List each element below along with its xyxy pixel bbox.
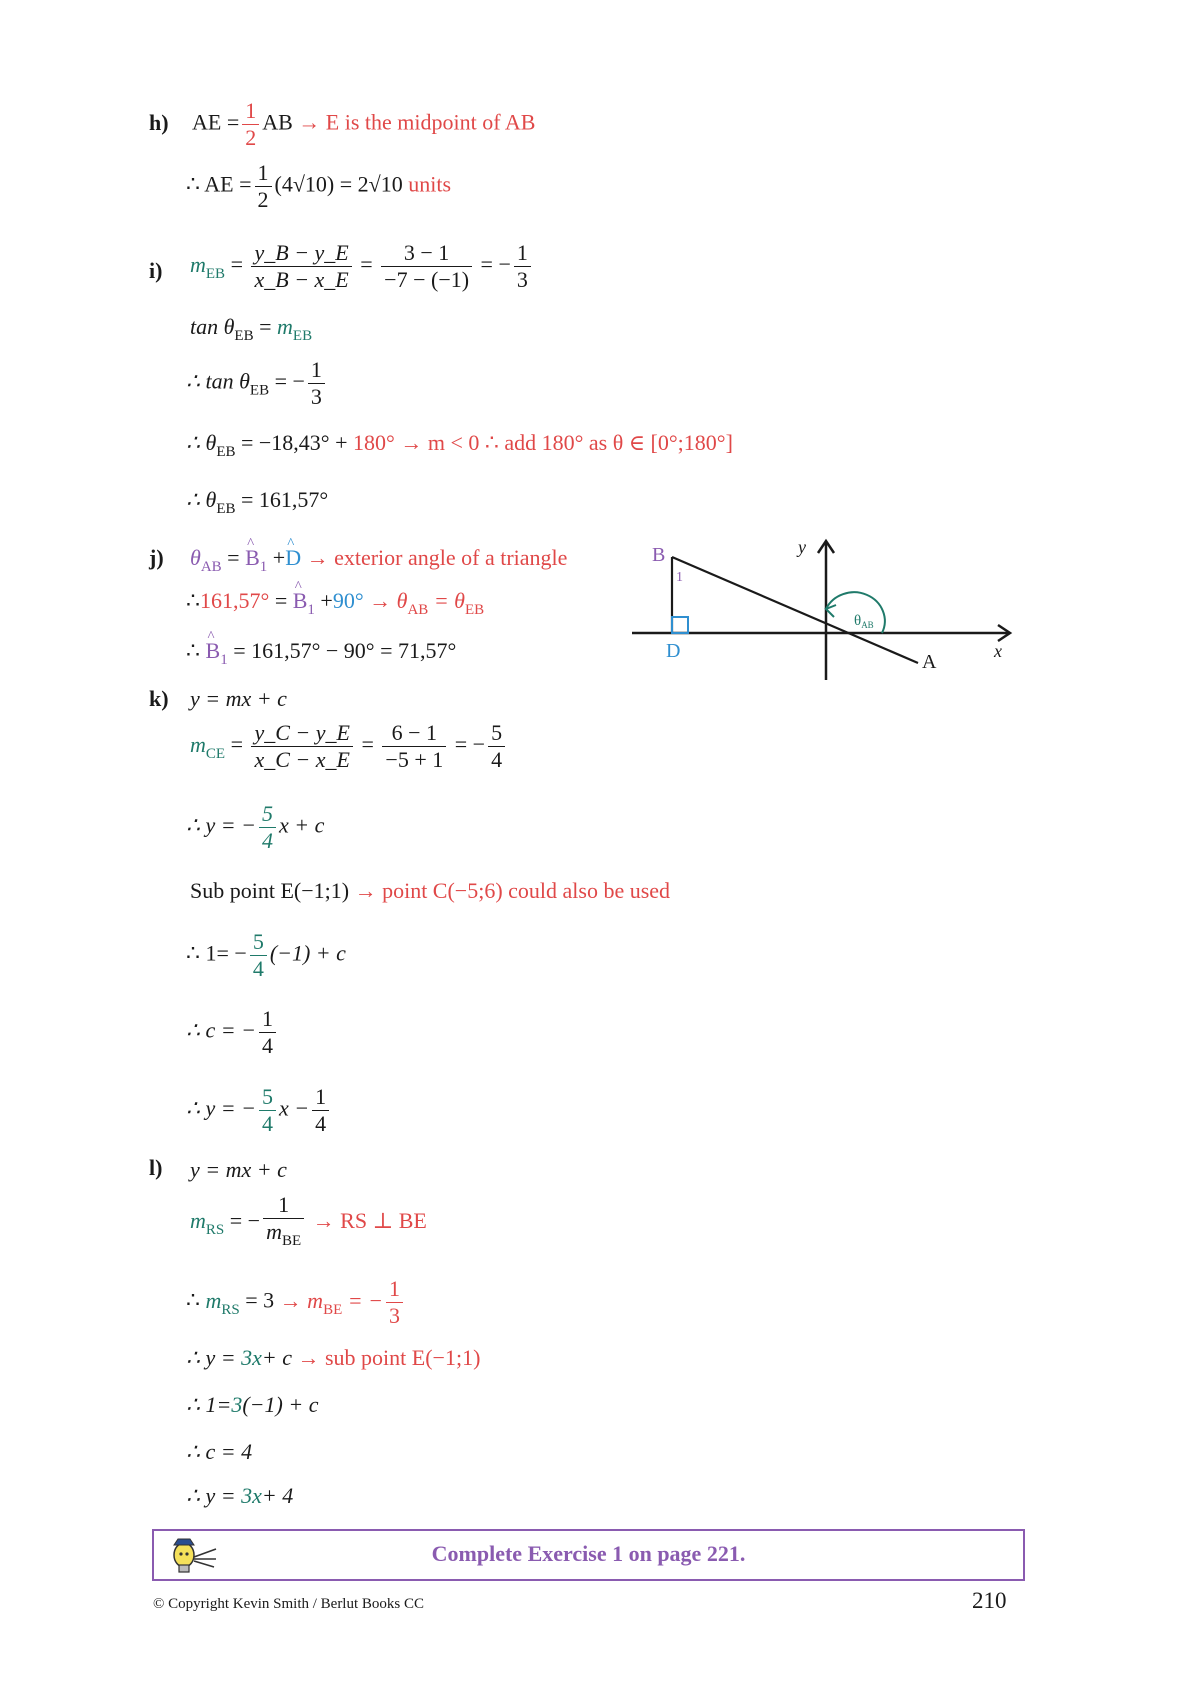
diagram-x: x <box>994 641 1002 661</box>
h-frac-num: 1 <box>245 98 257 123</box>
l-line-7 <box>186 1483 293 1509</box>
l-l3-note: → $m_{BE}$ = − <box>279 1287 383 1318</box>
i-eq-2: = <box>360 251 373 277</box>
l-gradient-line <box>190 1192 427 1254</box>
i-tan2-line <box>186 357 328 410</box>
i-tan2-pre: ∴ tan θ <box>186 368 250 394</box>
k-l6-num: 1 <box>261 1006 273 1031</box>
k-fraction-result <box>488 720 505 773</box>
h-frac2-den: 2 <box>255 186 272 213</box>
k-line-1: y = mx + c <box>190 686 287 711</box>
l-line-4 <box>186 1345 480 1371</box>
j-l2-val: 161,57° <box>200 588 270 613</box>
i-f2-den: −7 − (−1) <box>381 266 472 293</box>
triangle-diagram <box>630 535 1030 685</box>
j-l2-note: → $\theta_{AB} = \theta_{EB}$ <box>369 588 485 618</box>
l-l7-pre: ∴ y = <box>186 1483 236 1508</box>
exercise-message: Complete Exercise 1 on page 221. <box>431 1541 746 1566</box>
k-l7-den2: 4 <box>312 1110 329 1137</box>
j-l3-pre: ∴ <box>186 638 200 663</box>
l-l5-3: 3 <box>231 1392 243 1417</box>
h-ae2-lhs: ∴ AE = <box>186 171 252 197</box>
l-fraction-perp <box>263 1192 304 1254</box>
l-l3-fraction <box>386 1276 403 1329</box>
l-l1-text: y = mx + c <box>190 1157 287 1182</box>
diagram-d: D <box>666 640 681 662</box>
i-fraction-symbolic <box>251 240 351 293</box>
page-number: 210 <box>972 1588 1007 1613</box>
j-eq: = <box>227 545 240 570</box>
k-eq-2: = <box>361 731 374 757</box>
l-l4-3x: 3x <box>241 1345 262 1370</box>
i-tan2-num: 1 <box>310 357 322 382</box>
label-h: h) <box>149 110 169 135</box>
h-midpoint-note: → E is the midpoint of AB <box>298 109 536 135</box>
i-theta-note: → m < 0 ∴ add 180° as θ ∈ [0°;180°] <box>400 430 733 455</box>
i-tan2-sub: EB <box>249 382 270 399</box>
i-tan-sub: EB <box>234 328 254 344</box>
h-ae-lhs: AE = <box>192 109 240 135</box>
k-line-7 <box>186 1084 332 1137</box>
l-l4-note: → sub point E(−1;1) <box>297 1345 481 1370</box>
diagram-one: 1 <box>676 570 683 585</box>
l-line-6: ∴ c = 4 <box>186 1439 253 1464</box>
k-f3-den: 4 <box>488 746 505 773</box>
i-tan: tan θ <box>190 314 235 339</box>
h-ab: AB <box>262 109 293 135</box>
k-l3-den: 4 <box>259 827 276 854</box>
j-l3-val: = 161,57° − 90° = 71,57° <box>233 638 457 663</box>
l-f-den: $m_{BE}$ <box>263 1218 304 1254</box>
l-l3-den: 3 <box>386 1302 403 1329</box>
j-l3-b1: ^ $B_1$ <box>206 638 228 663</box>
i-theta-pre: ∴ θ <box>186 430 217 455</box>
k-l3-pre: ∴ y = − <box>186 812 256 838</box>
k-f1-num: y_C − y_E <box>254 720 350 745</box>
i-f3-num: 1 <box>516 240 528 265</box>
k-line-6 <box>186 1006 279 1059</box>
i-theta-add: 180° <box>353 430 395 455</box>
i-f1-den: x_B − x_E <box>251 266 351 293</box>
i-tan2-fraction <box>308 357 325 410</box>
l-l3-m-rs: $m_{RS}$ <box>205 1287 240 1318</box>
i-m-eb: $m_{EB}$ <box>190 251 226 282</box>
diagram-y: y <box>798 537 806 557</box>
exercise-callout <box>152 1529 1025 1581</box>
j-plus: + <box>272 545 286 570</box>
k-f2-num: 6 − 1 <box>391 720 438 745</box>
i-f3-den: 3 <box>514 266 531 293</box>
i-f2-num: 3 − 1 <box>403 240 450 265</box>
j-d-hat: ^ D <box>285 545 301 571</box>
h-units: units <box>408 171 452 197</box>
label-k: k) <box>149 686 169 711</box>
l-l4-post: + c <box>261 1345 292 1370</box>
h-frac2-num: 1 <box>257 160 269 185</box>
l-l7-3x: 3x <box>241 1483 262 1508</box>
k-l7-num2: 1 <box>315 1084 327 1109</box>
k-sub-text: Sub point E(−1;1) <box>190 878 350 903</box>
i-theta-final-val: = 161,57° <box>240 487 329 512</box>
h-fraction-half-2 <box>255 160 272 213</box>
j-exterior-note: → exterior angle of a triangle <box>306 545 568 570</box>
k-f3-num: 5 <box>491 720 503 745</box>
l-l5-post: (−1) + c <box>242 1392 319 1417</box>
k-l6-pre: ∴ c = − <box>186 1017 256 1043</box>
i-eq-1: = <box>230 251 243 277</box>
l-l7-post: + 4 <box>261 1483 294 1508</box>
l-eq: = − <box>229 1208 261 1234</box>
k-l3-fraction <box>259 801 276 854</box>
i-tan2-den: 3 <box>308 383 325 410</box>
k-l7-num: 5 <box>261 1084 273 1109</box>
k-l7-fraction-2 <box>312 1084 329 1137</box>
k-l3-num: 5 <box>261 801 273 826</box>
diagram-b: B <box>652 544 666 566</box>
j-l2-pre: ∴ <box>186 588 200 613</box>
j-line-1 <box>190 545 567 580</box>
k-l7-pre: ∴ y = − <box>186 1095 256 1121</box>
l-line-5 <box>186 1392 318 1418</box>
diagram-a: A <box>922 651 937 673</box>
j-line-2 <box>186 588 484 623</box>
k-l5-pre: ∴ 1= − <box>186 940 247 966</box>
j-l2-eq: = <box>274 588 288 613</box>
i-tan-m: $m_{EB}$ <box>277 314 313 344</box>
l-line-1 <box>190 1157 287 1183</box>
j-theta-ab: $\theta_{AB}$ <box>190 545 222 575</box>
right-angle-marker <box>672 617 688 633</box>
i-theta-final-sub: EB <box>216 501 236 517</box>
j-b1: ^ $B_1$ <box>245 545 267 570</box>
i-gradient-line <box>190 240 534 293</box>
k-m-ce: $m_{CE}$ <box>190 731 226 762</box>
i-neg: = − <box>480 251 511 277</box>
k-sub-line <box>190 878 670 904</box>
i-tan-eq: = <box>259 314 272 339</box>
k-eq-1: = <box>230 731 243 757</box>
l-l3-val: = 3 <box>245 1287 275 1313</box>
k-l5-post: (−1) + c <box>269 940 346 966</box>
l-l5-pre: ∴ 1= <box>186 1392 232 1417</box>
i-tan-line <box>190 314 312 349</box>
i-theta-line <box>186 430 733 465</box>
k-l7-mid: x − <box>278 1095 310 1121</box>
j-line-3 <box>186 638 456 673</box>
h-line-2 <box>186 160 451 213</box>
k-l7-fraction-1 <box>259 1084 276 1137</box>
label-i: i) <box>149 258 163 283</box>
k-gradient-line <box>190 720 508 773</box>
k-line-5 <box>186 929 346 982</box>
diagram-theta: $\theta_{AB}$ <box>854 613 874 630</box>
l-line-3 <box>186 1276 406 1329</box>
k-l6-den: 4 <box>259 1032 276 1059</box>
k-f2-den: −5 + 1 <box>382 746 446 773</box>
l-l3-num: 1 <box>388 1276 400 1301</box>
k-neg: = − <box>454 731 486 757</box>
k-l7-den: 4 <box>259 1110 276 1137</box>
l-f-num: 1 <box>278 1192 290 1217</box>
i-tan2-eq: = − <box>274 368 305 394</box>
i-fraction-result <box>514 240 531 293</box>
l-l3-pre: ∴ <box>186 1287 200 1313</box>
l-perp-note: → RS ⊥ BE <box>312 1208 427 1234</box>
l-m-rs: $m_{RS}$ <box>190 1208 225 1239</box>
i-theta-final-line <box>186 487 328 522</box>
k-line-3 <box>186 801 324 854</box>
label-j: j) <box>149 545 164 570</box>
h-line-1 <box>192 98 535 151</box>
k-fraction-numeric <box>382 720 446 773</box>
k-l5-num: 5 <box>252 929 264 954</box>
copyright-text: © Copyright Kevin Smith / Berlut Books CC <box>153 1596 424 1612</box>
h-frac-den: 2 <box>242 124 259 151</box>
j-l2-b1: ^ $B_1$ <box>293 588 315 613</box>
i-theta-sub: EB <box>216 444 236 460</box>
k-l3-post: x + c <box>278 812 325 838</box>
l-l4-pre: ∴ y = <box>186 1345 236 1370</box>
h-fraction-half <box>242 98 259 151</box>
h-ae2-value: (4√10) = 2√10 <box>274 171 403 197</box>
k-f1-den: x_C − x_E <box>251 746 353 773</box>
k-sub-note: → point C(−5;6) could also be used <box>354 878 671 903</box>
i-theta-val: = −18,43° + <box>240 430 348 455</box>
k-fraction-symbolic <box>251 720 353 773</box>
i-fraction-numeric <box>381 240 472 293</box>
i-theta-final-pre: ∴ θ <box>186 487 217 512</box>
k-l5-fraction <box>250 929 267 982</box>
line-ba <box>672 557 918 663</box>
k-l6-fraction <box>259 1006 276 1059</box>
i-f1-num: y_B − y_E <box>254 240 349 265</box>
j-l2-plus: + <box>320 588 333 613</box>
label-l: l) <box>149 1155 163 1180</box>
j-l2-90: 90° <box>332 588 364 613</box>
k-l5-den: 4 <box>250 955 267 982</box>
